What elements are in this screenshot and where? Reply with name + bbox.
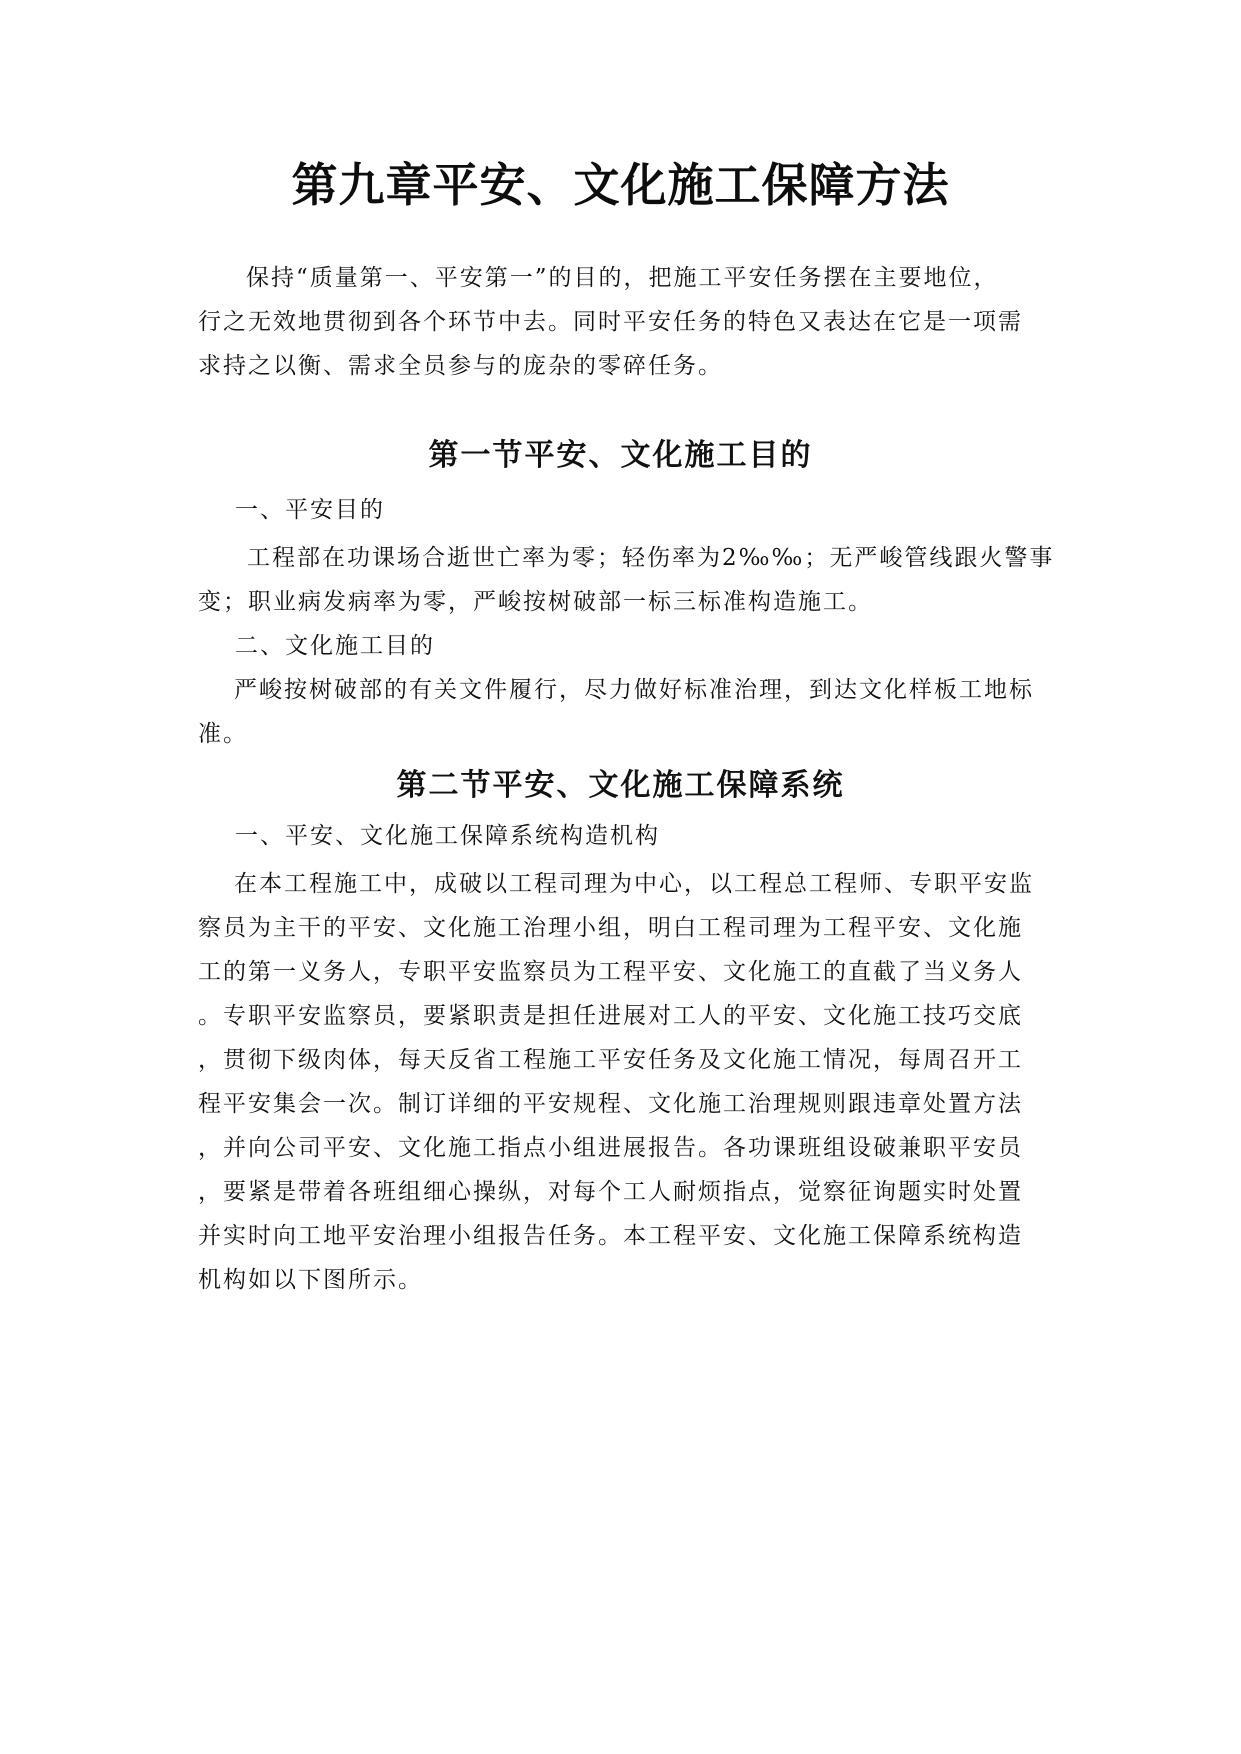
intro-line-1: 保持“质量第一、平安第一”的目的，把施工平安任务摆在主要地位， (246, 265, 999, 291)
section-2-body-line: 并实时向工地平安治理小组报告任务。本工程平安、文化施工保障系统构造 (198, 1223, 1023, 1249)
section-1-item-2-title: 二、文化施工目的 (235, 633, 435, 659)
section-1-item-1-title: 一、平安目的 (235, 497, 385, 523)
section-1-item-1-line-1: 工程部在功课场合逝世亡率为零；轻伤率为2‰‰；无严峻管线跟火警事 (247, 545, 1055, 571)
intro-line-3: 求持之以衡、需求全员参与的庞杂的零碎任务。 (198, 353, 723, 379)
section-2-body-line: 程平安集会一次。制订详细的平安规程、文化施工治理规则跟违章处置方法 (198, 1091, 1023, 1117)
chapter-title: 第九章平安、文化施工保障方法 (291, 158, 950, 212)
section-2-body-line: 机构如以下图所示。 (198, 1267, 423, 1293)
intro-line-2: 行之无效地贯彻到各个环节中去。同时平安任务的特色又表达在它是一项需 (198, 309, 1023, 335)
section-2-body-line: ，要紧是带着各班组细心操纵，对每个工人耐烦指点，觉察征询题实时处置 (198, 1179, 1023, 1205)
section-2-body-line: 。专职平安监察员，要紧职责是担任进展对工人的平安、文化施工技巧交底 (198, 1003, 1023, 1029)
section-2-heading: 第二节平安、文化施工保障系统 (396, 768, 845, 803)
section-2-body-line: ，贯彻下级肉体，每天反省工程施工平安任务及文化施工情况，每周召开工 (198, 1047, 1023, 1073)
section-2-item-1-title: 一、平安、文化施工保障系统构造机构 (235, 823, 660, 849)
section-2-body-line: ，并向公司平安、文化施工指点小组进展报告。各功课班组设破兼职平安员 (198, 1135, 1023, 1161)
section-2-body-line: 察员为主干的平安、文化施工治理小组，明白工程司理为工程平安、文化施 (198, 915, 1023, 941)
section-1-heading: 第一节平安、文化施工目的 (428, 438, 813, 473)
section-1-item-1-line-2: 变；职业病发病率为零，严峻按树破部一标三标准构造施工。 (198, 589, 873, 615)
section-2-body-line: 工的第一义务人，专职平安监察员为工程平安、文化施工的直截了当义务人 (198, 959, 1023, 985)
section-1-item-2-line-2: 准。 (198, 721, 248, 747)
section-1-item-2-line-1: 严峻按树破部的有关文件履行，尽力做好标准治理，到达文化样板工地标 (234, 677, 1034, 703)
section-2-body-line: 在本工程施工中，成破以工程司理为中心，以工程总工程师、专职平安监 (234, 871, 1034, 897)
